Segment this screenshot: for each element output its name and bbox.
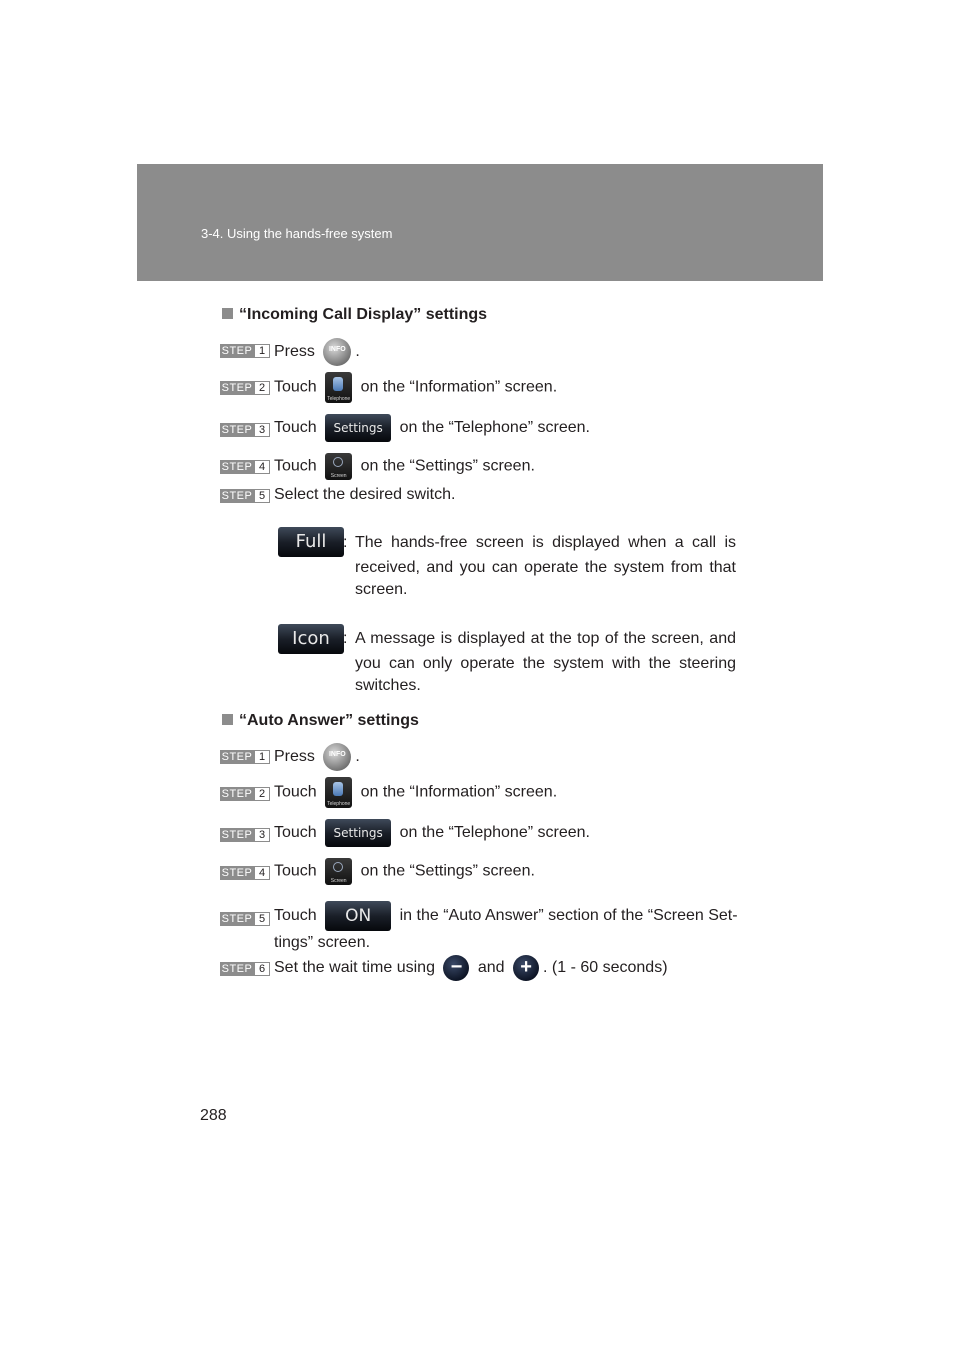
step-text-continuation: tings” screen. <box>274 934 371 951</box>
step-text: Touch Settings on the “Telephone” screen. <box>274 819 590 847</box>
step-text: Touch Telephone on the “Information” screen. <box>274 777 557 808</box>
step-badge: STEP 2 <box>220 787 270 801</box>
step-text: Touch Telephone on the “Information” screen. <box>274 372 557 403</box>
square-bullet-icon <box>222 714 233 725</box>
step-text: Select the desired switch. <box>274 486 456 503</box>
settings-button-icon: Settings <box>325 414 391 442</box>
step-badge: STEP 1 <box>220 750 270 764</box>
section-title-auto-answer: “Auto Answer” settings <box>222 712 419 730</box>
step-text: Touch Screen on the “Settings” screen. <box>274 453 535 480</box>
step-text: Touch Settings on the “Telephone” screen. <box>274 414 590 442</box>
step-text: Press INFO . <box>274 338 360 366</box>
settings-button-icon: Settings <box>325 819 391 847</box>
info-button-icon: INFO <box>323 743 351 771</box>
option-description-full: : The hands-free screen is displayed when a call is received, and you can operate the system from that screen. <box>343 534 736 598</box>
chapter-title: 3-4. Using the hands-free system <box>201 226 393 241</box>
step-badge: STEP 3 <box>220 828 270 842</box>
step-badge: STEP 2 <box>220 381 270 395</box>
full-button-icon: Full <box>278 527 344 557</box>
plus-icon: + <box>513 955 539 981</box>
step-badge: STEP 4 <box>220 460 270 474</box>
step-text: Press INFO . <box>274 743 360 771</box>
telephone-icon: Telephone <box>325 777 352 808</box>
screen-icon: Screen <box>325 453 352 480</box>
square-bullet-icon <box>222 308 233 319</box>
info-button-icon: INFO <box>323 338 351 366</box>
step-text: Touch ON in the “Auto Answer” section of the “Screen Set- <box>274 901 738 931</box>
telephone-icon: Telephone <box>325 372 352 403</box>
chapter-header <box>137 164 823 281</box>
step-badge: STEP 3 <box>220 423 270 437</box>
icon-button-icon: Icon <box>278 624 344 654</box>
step-badge: STEP 5 <box>220 489 270 503</box>
step-badge: STEP 6 <box>220 962 270 976</box>
option-description-icon: : A message is displayed at the top of the screen, and you can only operate the system with the steering switches. <box>343 630 736 694</box>
step-badge: STEP 1 <box>220 344 270 358</box>
page-number: 288 <box>200 1107 227 1124</box>
step-text: Touch Screen on the “Settings” screen. <box>274 858 535 885</box>
minus-icon: − <box>443 955 469 981</box>
step-badge: STEP 4 <box>220 866 270 880</box>
on-button-icon: ON <box>325 901 391 931</box>
section-title-incoming-call-display: “Incoming Call Display” settings <box>222 306 487 324</box>
step-badge: STEP 5 <box>220 912 270 926</box>
screen-icon: Screen <box>325 858 352 885</box>
step-text: Set the wait time using − and + . (1 - 60 seconds) <box>274 955 668 981</box>
